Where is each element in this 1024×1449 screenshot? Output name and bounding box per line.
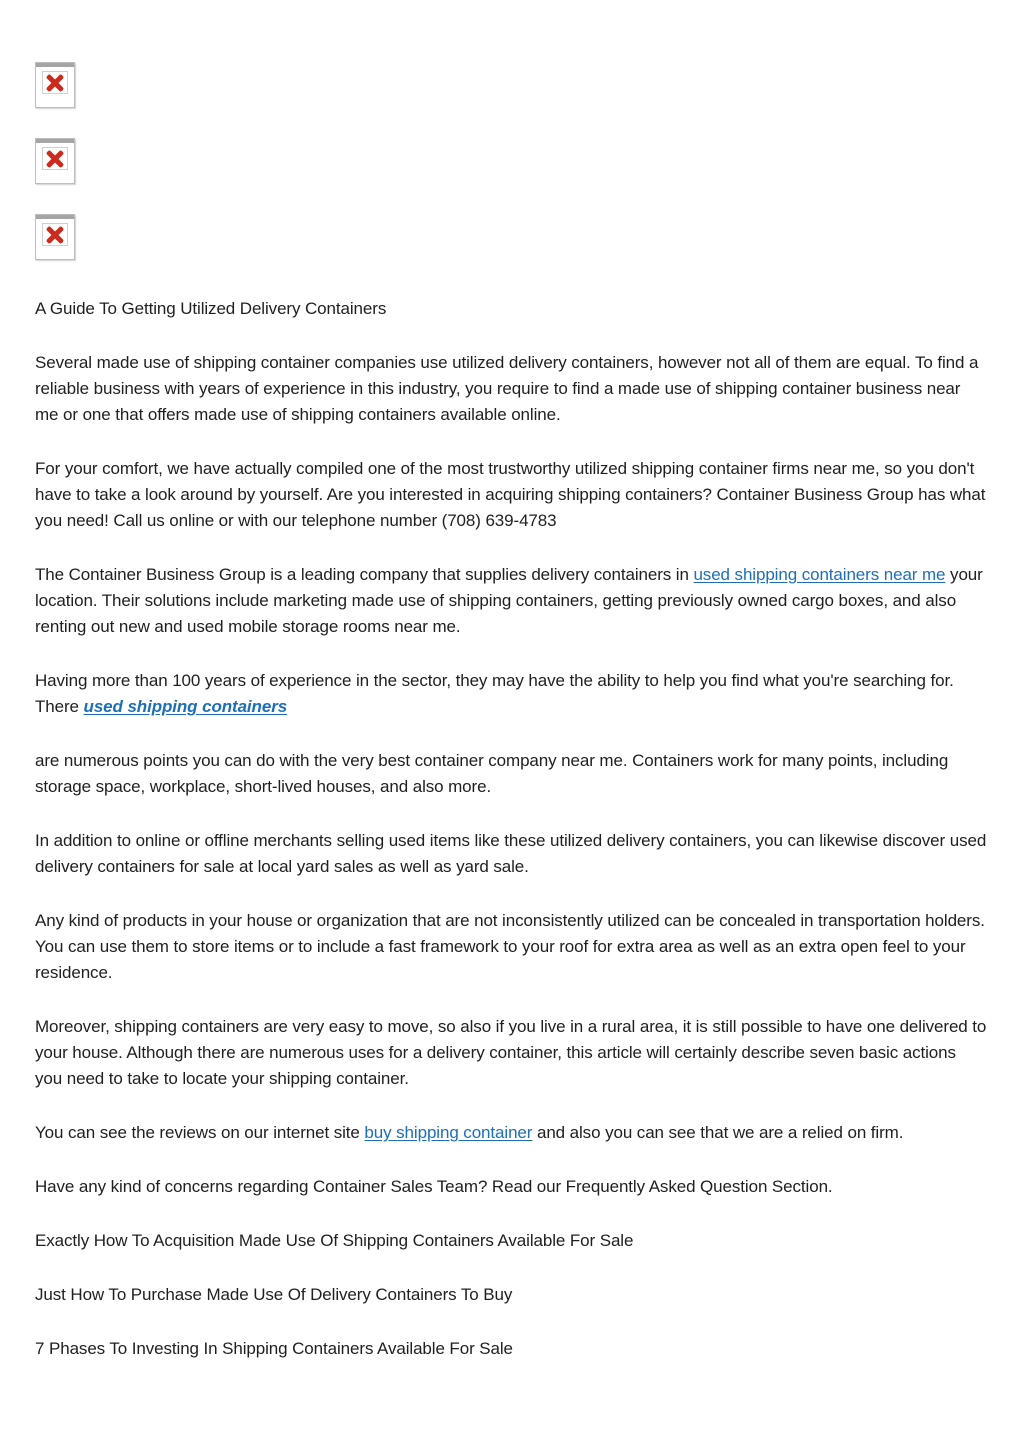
paragraph xyxy=(35,456,987,534)
text-run: Any kind of products in your house or organization that are not inconsistently utilized can be concealed in transportation holders. You can use them to store items or to include a fast framework to your roof for extra area as well as an extra open feel to your residence. xyxy=(35,911,985,982)
article-body xyxy=(35,296,988,1362)
section-heading xyxy=(35,1336,987,1362)
paragraph xyxy=(35,908,987,986)
link-buy-shipping-container[interactable]: buy shipping container xyxy=(364,1123,533,1142)
text-run: You can see the reviews on our internet site xyxy=(35,1123,365,1142)
text-run: Moreover, shipping containers are very easy to move, so also if you live in a rural area, it is still possible to have one delivered to your house. Although there are numerous uses for a delivery container, this article will certainly describe seven basic actions you need to take to locate your shipping container. xyxy=(35,1017,987,1088)
paragraph xyxy=(35,350,987,428)
paragraph xyxy=(35,1174,987,1200)
text-run: Several made use of shipping container companies use utilized delivery containers, however not all of them are equal. To find a reliable business with years of experience in this industry, you require to find a made use of shipping container business near me or one that offers made use of shipping containers available online. xyxy=(35,353,979,424)
paragraph xyxy=(35,748,987,800)
red-x-icon xyxy=(42,223,68,246)
paragraph xyxy=(35,562,987,640)
link-used-shipping-containers[interactable]: used shipping containers xyxy=(83,697,288,716)
text-run: are numerous points you can do with the very best container company near me. Containers work for many points, including storage space, workplace, short-lived houses, and also more. xyxy=(35,751,949,796)
text-run: For your comfort, we have actually compiled one of the most trustworthy utilized shipping container firms near me, so you don't have to take a look around by yourself. Are you interested in acquiring shipping containers? Container Business Group has what you need! Call us online or with our telephone number (708) 639-4783 xyxy=(35,459,986,530)
placeholder-titlebar xyxy=(36,63,74,67)
link-used-shipping-containers-near-me[interactable]: used shipping containers near me xyxy=(693,565,946,584)
text-run: In addition to online or offline merchants selling used items like these utilized delivery containers, you can likewise discover used delivery containers for sale at local yard sales as well as yard sale. xyxy=(35,831,987,876)
placeholder-titlebar xyxy=(36,215,74,219)
text-run: 7 Phases To Investing In Shipping Containers Available For Sale xyxy=(35,1339,513,1358)
text-run: Having more than 100 years of experience in the sector, they may have the ability to help you find what you're searching for. There xyxy=(35,671,954,716)
paragraph xyxy=(35,668,987,720)
placeholder-titlebar xyxy=(36,139,74,143)
section-heading xyxy=(35,1228,987,1254)
article-title xyxy=(35,296,987,322)
text-run: Have any kind of concerns regarding Container Sales Team? Read our Frequently Asked Question Section. xyxy=(35,1177,833,1196)
text-run: your location. Their solutions include marketing made use of shipping containers, getting previously owned cargo boxes, and also renting out new and used mobile storage rooms near me. xyxy=(35,565,983,636)
paragraph xyxy=(35,1014,987,1092)
broken-image-icon xyxy=(35,62,75,108)
section-heading xyxy=(35,1282,987,1308)
broken-image-icon xyxy=(35,214,75,260)
text-run: Just How To Purchase Made Use Of Delivery Containers To Buy xyxy=(35,1285,513,1304)
text-run: and also you can see that we are a relied on firm. xyxy=(532,1123,904,1142)
red-x-icon xyxy=(42,147,68,170)
paragraph xyxy=(35,1120,987,1146)
text-run: The Container Business Group is a leading company that supplies delivery containers in xyxy=(35,565,694,584)
text-run: Exactly How To Acquisition Made Use Of Shipping Containers Available For Sale xyxy=(35,1231,634,1250)
text-run: A Guide To Getting Utilized Delivery Containers xyxy=(35,299,387,318)
broken-images-list xyxy=(35,62,988,260)
broken-image-icon xyxy=(35,138,75,184)
red-x-icon xyxy=(42,71,68,94)
paragraph xyxy=(35,828,987,880)
